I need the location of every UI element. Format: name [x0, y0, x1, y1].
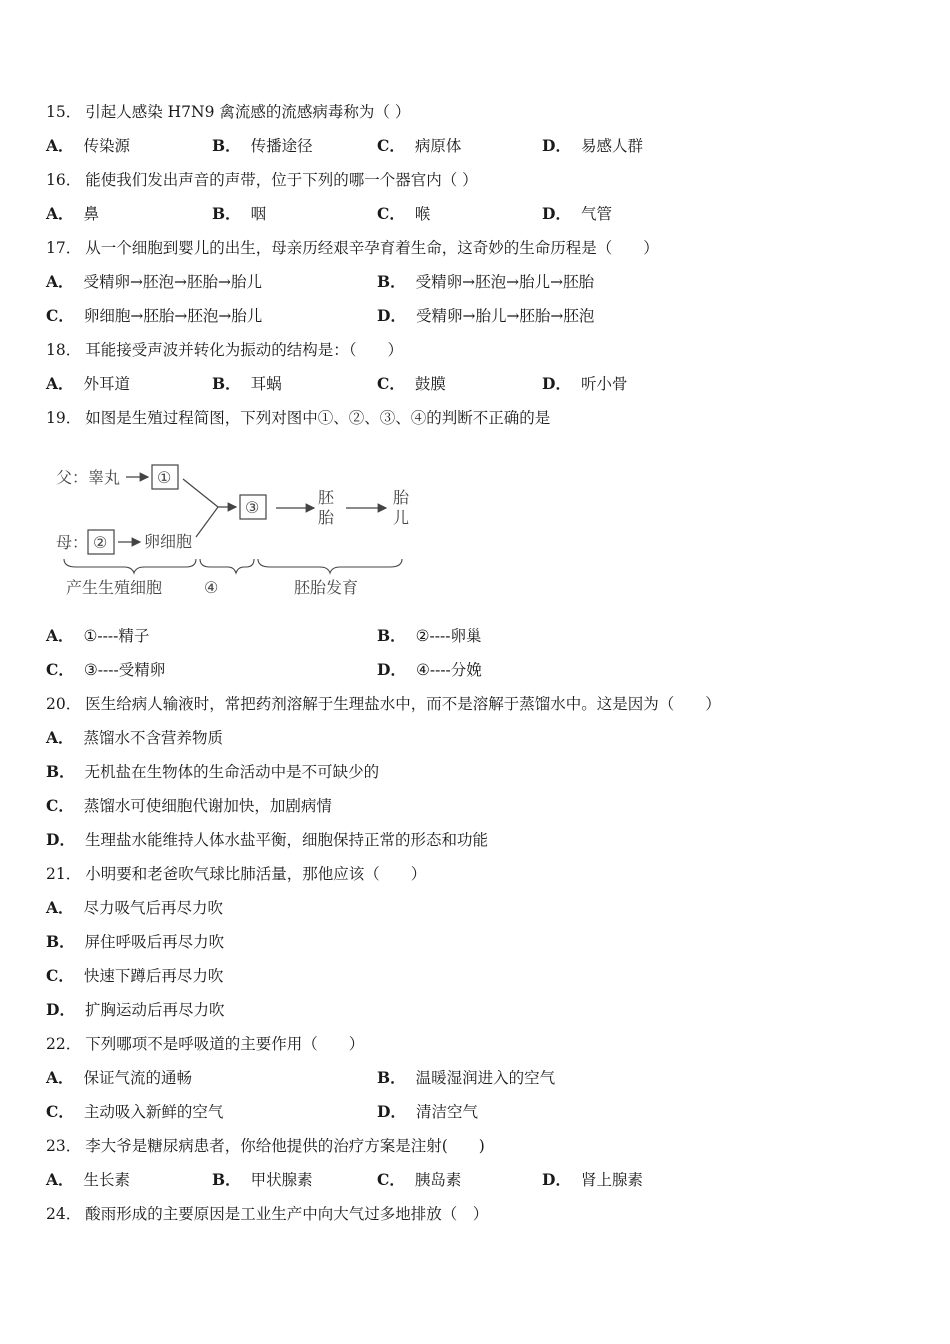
question-number: 23．: [46, 1137, 82, 1155]
option-d[interactable]: D． 清洁空气: [377, 1102, 478, 1121]
question-text: 下列哪项不是呼吸道的主要作用（ ）: [85, 1035, 365, 1053]
egg-label: 卵细胞: [144, 532, 193, 551]
question-21: [46, 864, 426, 884]
option-a[interactable]: A． 传染源: [46, 136, 131, 155]
option-a[interactable]: A． 外耳道: [46, 374, 131, 393]
option-b[interactable]: B． 屏住呼吸后再尽力吹: [46, 932, 225, 951]
option-c[interactable]: C． 主动吸入新鲜的空气: [46, 1102, 224, 1121]
brace: [200, 559, 254, 573]
option-b[interactable]: B． 耳蜗: [212, 374, 282, 393]
question-20: [46, 694, 721, 714]
option-b[interactable]: B． ②----卵巢: [377, 626, 482, 645]
question-17: [46, 238, 659, 258]
question-text: 小明要和老爸吹气球比肺活量，那他应该（ ）: [85, 865, 427, 883]
question-number: 15．: [46, 103, 82, 121]
question-text: 如图是生殖过程简图，下列对图中①、②、③、④的判断不正确的是: [85, 409, 551, 427]
question-number: 19．: [46, 409, 82, 427]
option-b[interactable]: B． 受精卵→胚泡→胎儿→胚胎: [377, 272, 595, 291]
option-c[interactable]: C． 病原体: [377, 136, 462, 155]
question-18: [46, 340, 403, 360]
fetus-label-bottom: 儿: [393, 508, 410, 527]
embryo-label-bottom: 胎: [318, 508, 335, 527]
question-number: 22．: [46, 1035, 82, 1053]
question-22: [46, 1034, 364, 1054]
option-c[interactable]: C． 卵细胞→胚胎→胚泡→胎儿: [46, 306, 263, 325]
option-b[interactable]: B． 咽: [212, 204, 267, 223]
question-number: 20．: [46, 695, 82, 713]
question-number: 16．: [46, 171, 82, 189]
merge-line: [183, 479, 218, 507]
box-2-label: ②: [93, 533, 108, 552]
option-a[interactable]: A． 保证气流的通畅: [46, 1068, 193, 1087]
option-d[interactable]: D． ④----分娩: [377, 660, 482, 679]
option-a[interactable]: A． 受精卵→胚泡→胚胎→胎儿: [46, 272, 262, 291]
option-a[interactable]: A． ①----精子: [46, 626, 150, 645]
question-15: [46, 102, 410, 122]
mother-label: 母：: [56, 533, 89, 552]
option-d[interactable]: D． 扩胸运动后再尽力吹: [46, 1000, 225, 1019]
question-text: 酸雨形成的主要原因是工业生产中向大气过多地排放（ ）: [85, 1205, 489, 1223]
option-d[interactable]: D． 气管: [542, 204, 612, 223]
fetus-label-top: 胎: [393, 488, 410, 507]
father-label: 父：睾丸: [56, 468, 121, 487]
option-d[interactable]: D． 听小骨: [542, 374, 628, 393]
question-16: [46, 170, 478, 190]
reproduction-diagram: [46, 455, 416, 605]
option-c[interactable]: C． 鼓膜: [377, 374, 446, 393]
option-c[interactable]: C． 喉: [377, 204, 431, 223]
option-c[interactable]: C． 快速下蹲后再尽力吹: [46, 966, 224, 985]
option-b[interactable]: B． 甲状腺素: [212, 1170, 313, 1189]
option-a[interactable]: A． 尽力吸气后再尽力吹: [46, 898, 224, 917]
option-a[interactable]: A． 蒸馏水不含营养物质: [46, 728, 224, 747]
option-d[interactable]: D． 肾上腺素: [542, 1170, 643, 1189]
embryo-label-top: 胚: [318, 488, 335, 507]
brace-label-gametes: 产生生殖细胞: [66, 578, 163, 597]
option-d[interactable]: D． 生理盐水能维持人体水盐平衡，细胞保持正常的形态和功能: [46, 830, 488, 849]
option-c[interactable]: C． ③----受精卵: [46, 660, 166, 679]
option-a[interactable]: A． 生长素: [46, 1170, 131, 1189]
brace: [258, 559, 402, 573]
question-19: [46, 408, 550, 428]
question-23: [46, 1136, 485, 1156]
question-number: 24．: [46, 1205, 82, 1223]
option-b[interactable]: B． 温暖湿润进入的空气: [377, 1068, 556, 1087]
option-d[interactable]: D． 易感人群: [542, 136, 643, 155]
option-c[interactable]: C． 蒸馏水可使细胞代谢加快，加剧病情: [46, 796, 332, 815]
question-number: 21．: [46, 865, 82, 883]
option-d[interactable]: D． 受精卵→胎儿→胚胎→胚泡: [377, 306, 595, 325]
box-1-label: ①: [157, 468, 172, 487]
question-text: 医生给病人输液时，常把药剂溶解于生理盐水中，而不是溶解于蒸馏水中。这是因为（ ）: [85, 695, 721, 713]
option-a[interactable]: A． 鼻: [46, 204, 100, 223]
question-text: 能使我们发出声音的声带，位于下列的哪一个器官内（ ）: [85, 171, 478, 189]
question-text: 李大爷是糖尿病患者，你给他提供的治疗方案是注射( ): [85, 1137, 485, 1155]
question-text: 引起人感染 H7N9 禽流感的流感病毒称为（ ）: [85, 103, 411, 121]
option-b[interactable]: B． 无机盐在生物体的生命活动中是不可缺少的: [46, 762, 380, 781]
question-24: [46, 1204, 488, 1224]
brace-label-development: 胚胎发育: [294, 578, 359, 597]
option-b[interactable]: B． 传播途径: [212, 136, 313, 155]
question-number: 18．: [46, 341, 82, 359]
brace: [64, 559, 196, 573]
question-number: 17．: [46, 239, 82, 257]
question-text: 耳能接受声波并转化为振动的结构是：（ ）: [85, 341, 403, 359]
box-3-label: ③: [245, 498, 260, 517]
option-c[interactable]: C． 胰岛素: [377, 1170, 462, 1189]
question-text: 从一个细胞到婴儿的出生，母亲历经艰辛孕育着生命，这奇妙的生命历程是（ ）: [85, 239, 659, 257]
merge-line: [196, 507, 218, 537]
brace-label-4: ④: [204, 578, 219, 597]
